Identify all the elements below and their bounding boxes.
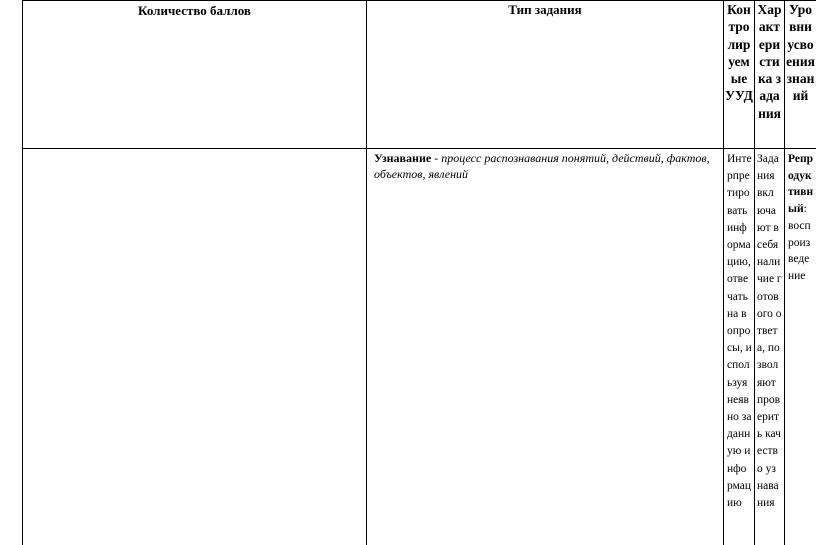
header-assimilation-level-text: Уровни усвоения знаний bbox=[786, 2, 815, 104]
task-description: процесс распознавания понятий, действий, фактов, объектов, явлений bbox=[374, 151, 710, 181]
header-task-characteristic bbox=[756, 1, 783, 122]
col-divider-1 bbox=[366, 0, 367, 545]
table-border-left bbox=[22, 0, 23, 545]
row-characteristic-cell bbox=[757, 151, 782, 512]
row-uud-text: Интерпретировать информацию, отвечать на вопросы, используя неявно заданную информацию bbox=[727, 153, 752, 510]
table-border-top bbox=[22, 0, 816, 1]
row-uud-cell bbox=[727, 151, 752, 512]
col-divider-4 bbox=[784, 0, 785, 545]
header-row-divider bbox=[22, 148, 816, 149]
row-characteristic-text: Задания включают в себя наличие готового ответа, позволяют проверить качество узнавания bbox=[757, 153, 782, 510]
header-task-characteristic-text: Характеристика задания bbox=[757, 2, 782, 121]
task-dash: - bbox=[431, 151, 442, 165]
level-description: воспроизведение bbox=[788, 219, 811, 282]
level-colon: : bbox=[803, 203, 807, 216]
col-divider-3 bbox=[754, 0, 755, 545]
header-points bbox=[23, 3, 366, 19]
row-task-type-cell bbox=[374, 150, 719, 182]
col-divider-2 bbox=[723, 0, 724, 545]
header-controlled-uud-text: Контролируемые УУД bbox=[725, 2, 753, 104]
header-task-type bbox=[367, 2, 723, 18]
row-level-cell bbox=[788, 151, 815, 285]
level-term: Репродуктивный bbox=[788, 153, 814, 216]
header-controlled-uud bbox=[725, 1, 753, 105]
header-task-type-text: Тип задания bbox=[508, 2, 582, 17]
header-points-text: Количество баллов bbox=[138, 3, 251, 18]
task-term: Узнавание bbox=[374, 151, 432, 165]
header-assimilation-level bbox=[786, 1, 815, 105]
